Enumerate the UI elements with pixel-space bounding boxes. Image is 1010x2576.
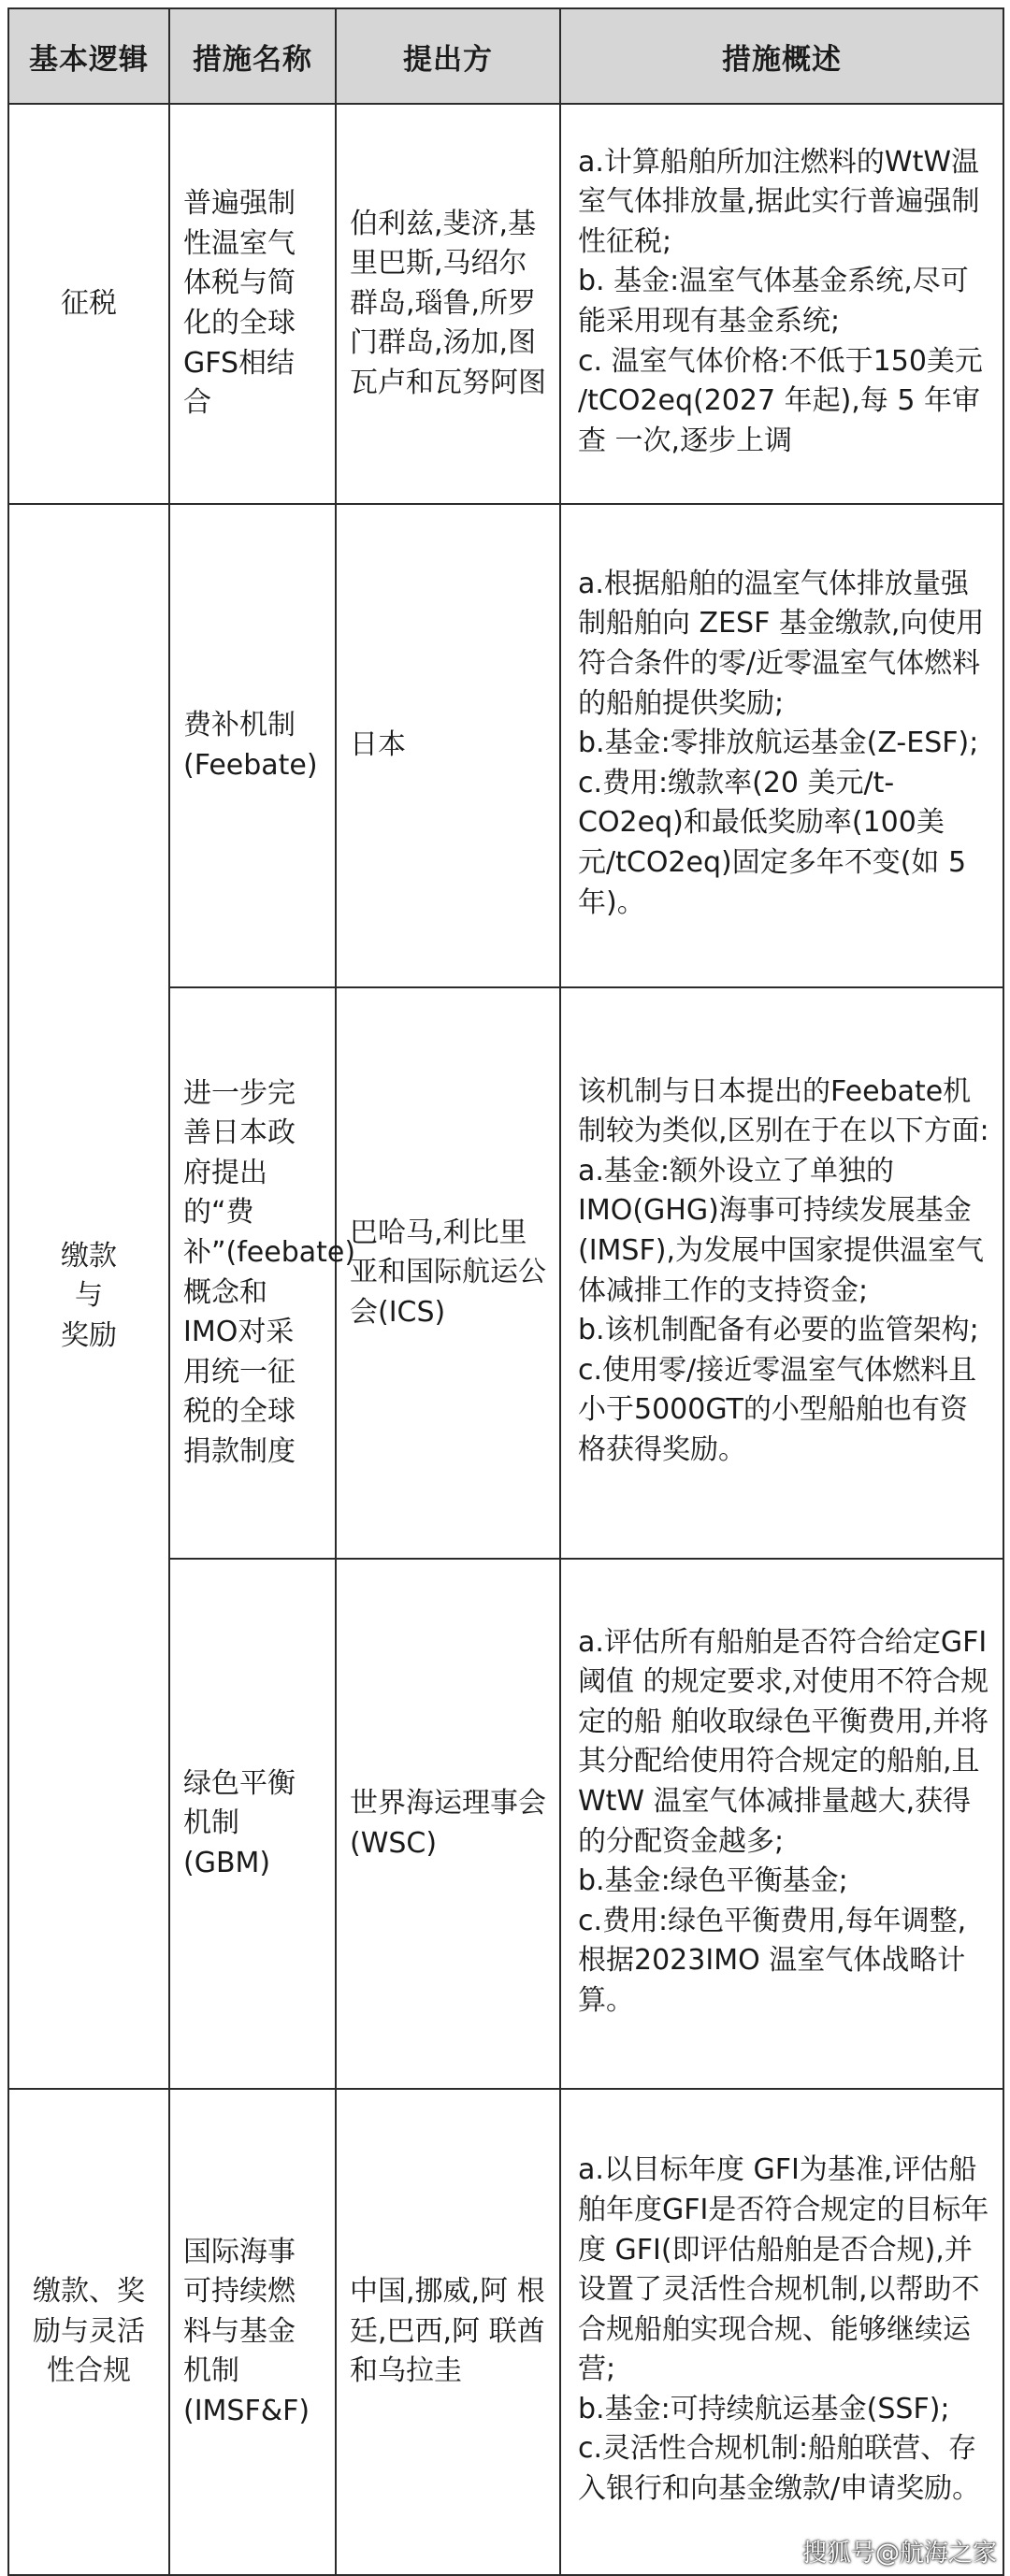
source-watermark: 搜狐号@航海之家 <box>801 2540 997 2568</box>
logic-cell: 征税 <box>8 104 169 504</box>
measure-name-cell: 费补机制(Feebate) <box>169 504 336 987</box>
measures-table <box>7 7 1004 2576</box>
header-basic-logic: 基本逻辑 <box>8 8 169 104</box>
overview-line: a.基金:额外设立了单独的IMO(GHG)海事可持续发展基金(IMSF),为发展中国家提供温室气体减排工作的支持资金; <box>578 1154 984 1307</box>
overview-line: c.使用零/接近零温室气体燃料且小于5000GT的小型船舶也有资格获得奖励。 <box>578 1353 977 1466</box>
overview-line: b.基金:零排放航运基金(Z-ESF); <box>578 727 979 760</box>
measure-name-cell: 进一步完善日本政府提出的“费补”(feebate)概念和IMO对采用统一征税的全球捐款制度 <box>169 987 336 1559</box>
overview-line: a.评估所有船舶是否符合给定GFI 阈值 的规定要求,对使用不符合规定的船 舶收取绿色平衡费用,并将其分配给使用符合规定的船舶,且 WtW 温室气体减排量越大,获得的分配资金越多; <box>578 1625 989 1858</box>
overview-line: b.该机制配备有必要的监管架构; <box>578 1314 979 1347</box>
overview-line: c. 温室气体价格:不低于150美元 /tCO2eq(2027 年起),每 5 年审查 一次,逐步上调 <box>578 344 983 457</box>
table-row <box>8 504 1003 987</box>
overview-cell <box>560 987 1003 1559</box>
header-measure-name: 措施名称 <box>169 8 336 104</box>
overview-cell <box>560 2089 1003 2575</box>
table-row <box>8 104 1003 504</box>
overview-line: c.费用:缴款率(20 美元/t-CO2eq)和最低奖励率(100美元/tCO2eq)固定多年不变(如 5 年)。 <box>578 766 967 919</box>
overview-line: c.灵活性合规机制:船舶联营、存入银行和向基金缴款/申请奖励。 <box>578 2432 981 2506</box>
table-row <box>8 2089 1003 2575</box>
overview-line: b.基金:绿色平衡基金; <box>578 1864 848 1898</box>
overview-line: 该机制与日本提出的Feebate机制较为类似,区别在于在以下方面: <box>578 1074 989 1148</box>
proposer-cell: 巴哈马,利比里亚和国际航运公会(ICS) <box>336 987 560 1559</box>
logic-cell: 缴款 与 奖励 <box>8 504 169 2089</box>
overview-cell <box>560 104 1003 504</box>
proposer-cell: 日本 <box>336 504 560 987</box>
overview-line: a.计算船舶所加注燃料的WtW温室气体排放量,据此实行普遍强制性征税; <box>578 145 980 258</box>
proposer-cell: 伯利兹,斐济,基里巴斯,马绍尔群岛,瑙鲁,所罗门群岛,汤加,图瓦卢和瓦努阿图 <box>336 104 560 504</box>
proposer-cell: 世界海运理事会(WSC) <box>336 1559 560 2089</box>
table-header-row <box>8 8 1003 104</box>
overview-line: b.基金:可持续航运基金(SSF); <box>578 2392 950 2425</box>
measure-name-cell: 国际海事可持续燃料与基金机制(IMSF&F) <box>169 2089 336 2575</box>
measure-name-cell: 普遍强制性温室气体税与简化的全球GFS相结合 <box>169 104 336 504</box>
overview-cell <box>560 504 1003 987</box>
proposer-cell: 中国,挪威,阿 根廷,巴西,阿 联酋和乌拉圭 <box>336 2089 560 2575</box>
header-proposer: 提出方 <box>336 8 560 104</box>
measure-name-cell: 绿色平衡机制(GBM) <box>169 1559 336 2089</box>
overview-line: a.以目标年度 GFI为基准,评估船舶年度GFI是否符合规定的目标年度 GFI(即评估船舶是否合规),并设置了灵活性合规机制,以帮助不合规船舶实现合规、能够继续运营; <box>578 2153 989 2386</box>
header-measure-overview: 措施概述 <box>560 8 1003 104</box>
logic-cell: 缴款、奖励与灵活性合规 <box>8 2089 169 2575</box>
overview-cell <box>560 1559 1003 2089</box>
overview-line: c.费用:绿色平衡费用,每年调整,根据2023IMO 温室气体战略计算。 <box>578 1904 967 2017</box>
overview-line: b. 基金:温室气体基金系统,尽可能采用现有基金系统; <box>578 265 969 338</box>
overview-line: a.根据船舶的温室气体排放量强制船舶向 ZESF 基金缴款,向使用符合条件的零/近零温室气体燃料的船舶提供奖励; <box>578 567 985 720</box>
